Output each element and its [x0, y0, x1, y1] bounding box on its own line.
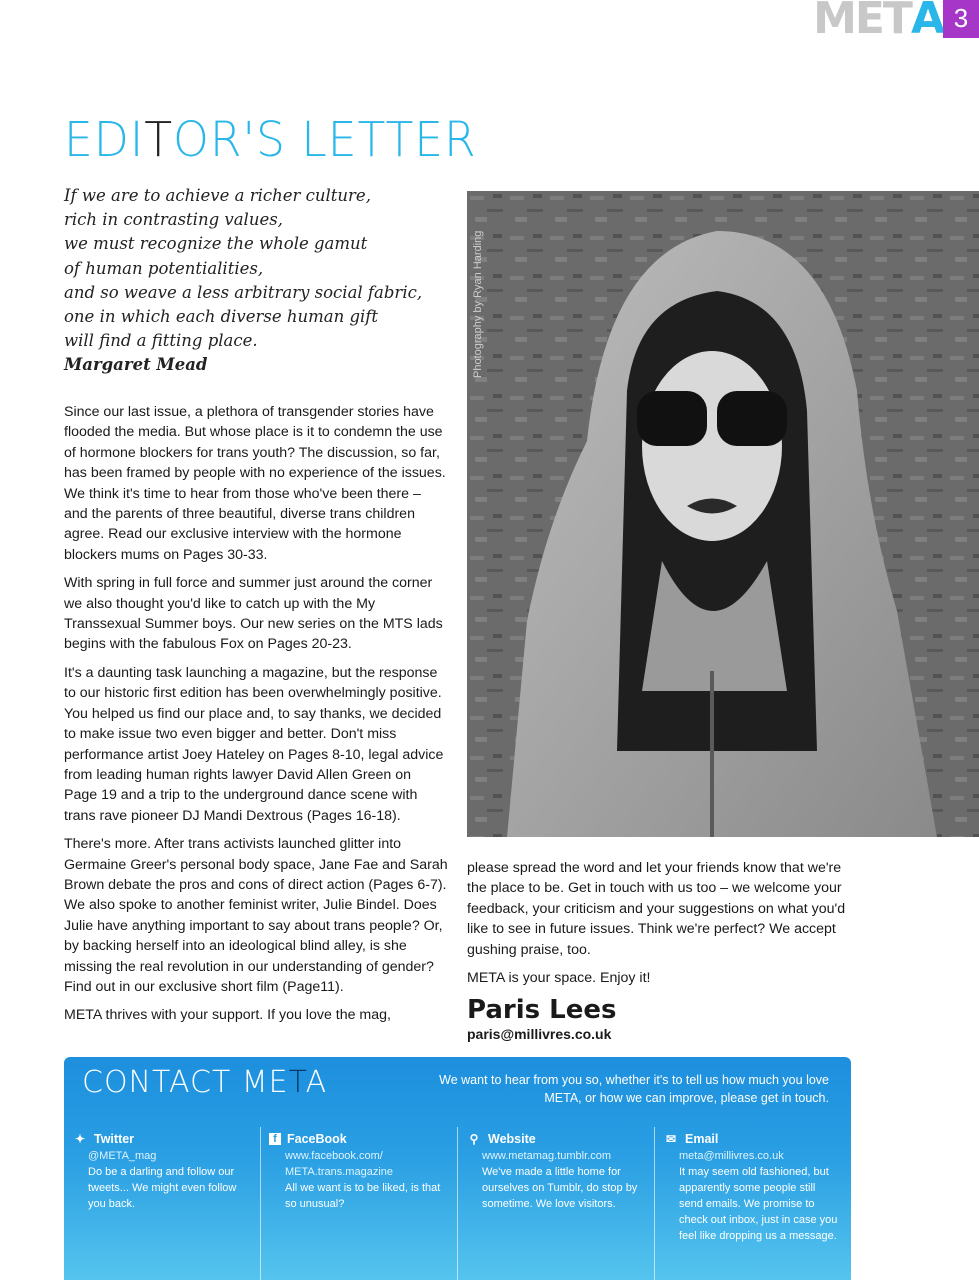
- quote-author: Margaret Mead: [64, 355, 208, 375]
- contact-email: ✉ Email meta@millivres.co.uk It may seem old fashioned, but apparently some people still send emails. We promise to check out inbox, just in case you feel like dropping us a message.: [654, 1127, 851, 1280]
- website-link[interactable]: www.metamag.tumblr.com: [482, 1150, 611, 1162]
- paragraph: Since our last issue, a plethora of transgender stories have flooded the media. But whose place is it to condemn the use of hormone blockers for trans youth? The discussion, so far, has been framed by people with no experience of the issues. We think it's time to hear from those who've been there – and the parents of three beautiful, diverse trans children agree. Read our exclusive interview with the hormone blockers mums on Pages 30-33.: [64, 404, 446, 563]
- contact-website: ⚲ Website www.metamag.tumblr.com We've made a little home for ourselves on Tumblr, do stop by sometime. We love visitors.: [457, 1127, 654, 1280]
- contact-title: CONTACT META: [82, 1065, 328, 1100]
- twitter-text: Do be a darling and follow our tweets... We might even follow you back.: [88, 1166, 237, 1210]
- envelope-icon: ✉: [665, 1132, 677, 1146]
- article-column-left: [64, 402, 448, 1034]
- twitter-link[interactable]: @META_mag: [88, 1150, 157, 1162]
- website-text: We've made a little home for ourselves on Tumblr, do stop by sometime. We love visitors.: [482, 1166, 638, 1210]
- portrait-illustration: [467, 191, 979, 837]
- photo-credit: Photography by Ryan Harding: [472, 230, 484, 378]
- email-link[interactable]: meta@millivres.co.uk: [679, 1150, 784, 1162]
- quote-line: of human potentialities,: [64, 258, 264, 278]
- quote-line: will find a fitting place.: [64, 331, 258, 351]
- facebook-text: All we want is to be liked, is that so unusual?: [285, 1182, 441, 1210]
- contact-facebook: f FaceBook www.facebook.com/ META.trans.magazine All we want is to be liked, is that so unusual?: [260, 1127, 457, 1280]
- email-text: It may seem old fashioned, but apparently some people still send emails. We promise to check out inbox, just in case you feel like dropping us a message.: [679, 1166, 838, 1242]
- quote-line: If we are to achieve a richer culture,: [64, 186, 371, 205]
- page-number: 3: [943, 0, 979, 38]
- page-title: EDITOR'S LETTER: [64, 112, 477, 168]
- paragraph: It's a daunting task launching a magazine, but the response to our historic first edition has been overwhelmingly positive. You helped us find our place and, to say thanks, we decided to make issue two even bigger and better. Don't miss performance artist Joey Hateley on Pages 8-10, legal advice from leading human rights lawyer David Allen Green on Page 19 and a trip to the underground dance scene with trans rave pioneer DJ Mandi Dextrous (Pages 16-18).: [64, 664, 444, 824]
- epigraph-quote: [64, 184, 454, 378]
- quote-line: rich in contrasting values,: [64, 210, 283, 230]
- quote-line: and so weave a less arbitrary social fabric,: [64, 282, 423, 302]
- contact-intro: We want to hear from you so, whether it's to tell us how much you love META, or how we can improve, please get in touch.: [439, 1073, 829, 1105]
- facebook-link[interactable]: www.facebook.com/ META.trans.magazine: [285, 1150, 394, 1178]
- contact-panel: [64, 1057, 851, 1280]
- signature-name: Paris Lees: [467, 995, 617, 1026]
- quote-line: we must recognize the whole gamut: [64, 234, 368, 254]
- paragraph: please spread the word and let your friends know that we're the place to be. Get in touch with us too – we welcome your feedback, your criticism and your suggestions on what you'd like to see in future issues. Think we're perfect? We accept gushing praise, too.: [467, 860, 846, 958]
- meta-logo: MET A: [813, 0, 943, 44]
- portrait-photo: [467, 191, 979, 837]
- article-column-right: [467, 858, 847, 1045]
- signature-email[interactable]: paris@millivres.co.uk: [467, 1026, 612, 1043]
- facebook-icon: f: [269, 1133, 281, 1145]
- quote-line: one in which each diverse human gift: [64, 307, 379, 327]
- paragraph: META thrives with your support. If you love the mag,: [64, 1007, 391, 1024]
- twitter-icon: ✦: [74, 1132, 86, 1146]
- search-icon: ⚲: [469, 1132, 479, 1146]
- paragraph: There's more. After trans activists launched glitter into Germaine Greer's personal body space, Jane Fae and Sarah Brown debate the pros and cons of direct action (Pages 6-7). We also spoke to another feminist writer, Julie Bindel. Does Julie have anything important to say about trans people? Or, by backing herself into an ideological blind alley, is she missing the real revolution in our understanding of gender? Find out in our exclusive short film (Page11).: [64, 836, 448, 995]
- contact-twitter: ✦ Twitter @META_mag Do be a darling and follow our tweets... We might even follow you back.: [64, 1127, 260, 1280]
- paragraph: With spring in full force and summer just around the corner we also thought you'd like to catch up with the My Transsexual Summer boys. Our new series on the MTS lads begins with the fabulous Fox on Pages 20-23.: [64, 575, 443, 653]
- paragraph: META is your space. Enjoy it!: [467, 970, 651, 987]
